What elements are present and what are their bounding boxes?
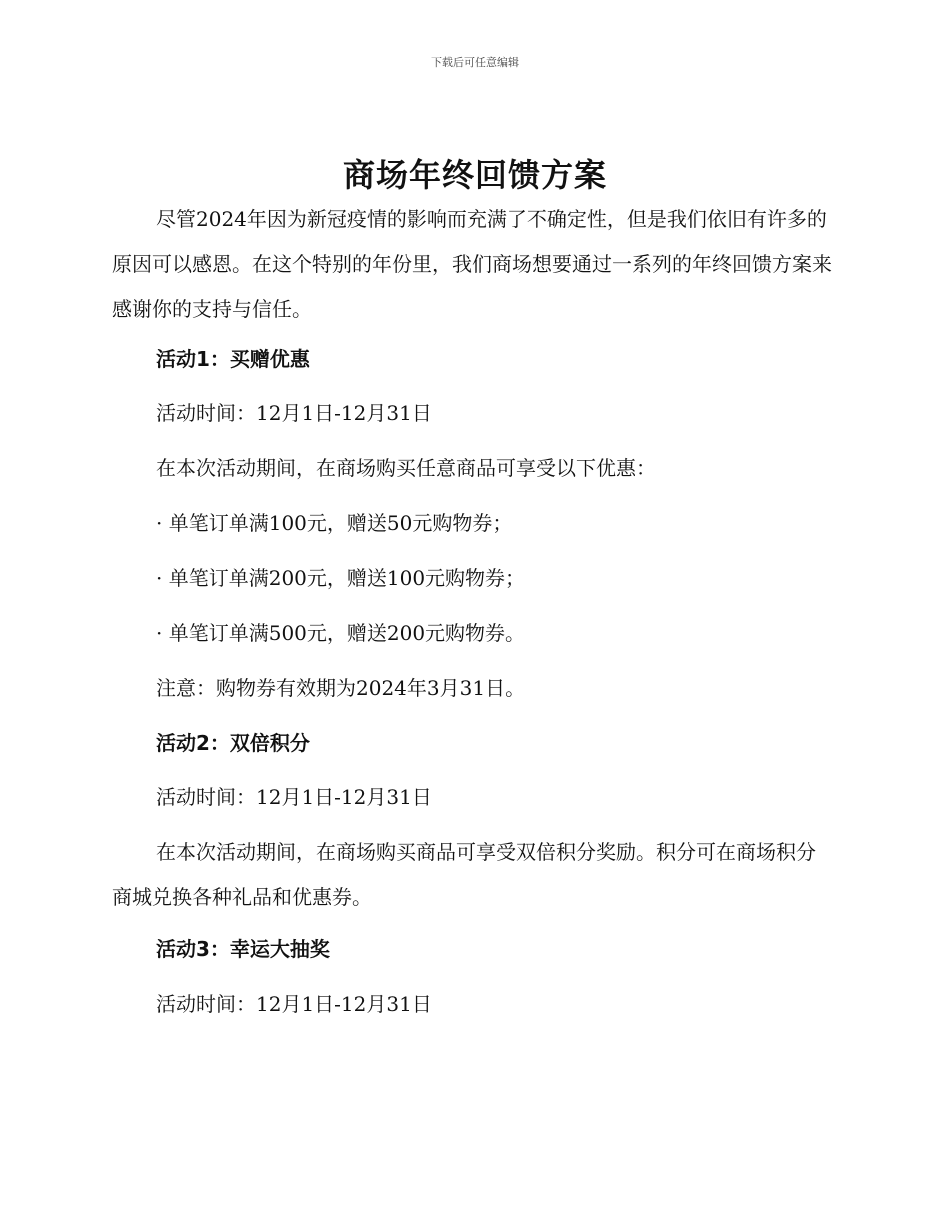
activity2-description: 在本次活动期间，在商场购买商品可享受双倍积分奖励。积分可在商场积分商城兑换各种礼品和优惠券。 bbox=[112, 840, 816, 909]
document-title: 商场年终回馈方案 bbox=[342, 156, 607, 194]
activity1-note: 注意：购物券有效期为2024年3月31日。 bbox=[156, 676, 526, 700]
activity2-time: 活动时间：12月1日-12月31日 bbox=[156, 785, 432, 809]
intro-paragraph: 尽管2024年因为新冠疫情的影响而充满了不确定性，但是我们依旧有许多的原因可以感恩。在这个特别的年份里，我们商场想要通过一系列的年终回馈方案来感谢你的支持与信任。 bbox=[112, 207, 832, 321]
activity1-item-1: · 单笔订单满100元，赠送50元购物券； bbox=[156, 511, 513, 535]
activity1-item-3: · 单笔订单满500元，赠送200元购物券。 bbox=[156, 621, 526, 645]
activity3-time: 活动时间：12月1日-12月31日 bbox=[156, 992, 432, 1016]
activity1-item-2: · 单笔订单满200元，赠送100元购物券； bbox=[156, 566, 526, 590]
activity1-description: 在本次活动期间，在商场购买任意商品可享受以下优惠： bbox=[156, 456, 656, 480]
header-note: 下载后可任意编辑 bbox=[431, 56, 519, 69]
activity3-heading: 活动3：幸运大抽奖 bbox=[156, 937, 330, 961]
activity1-heading: 活动1：买赠优惠 bbox=[156, 347, 310, 371]
activity1-time: 活动时间：12月1日-12月31日 bbox=[156, 401, 432, 425]
activity2-heading: 活动2：双倍积分 bbox=[156, 731, 310, 755]
